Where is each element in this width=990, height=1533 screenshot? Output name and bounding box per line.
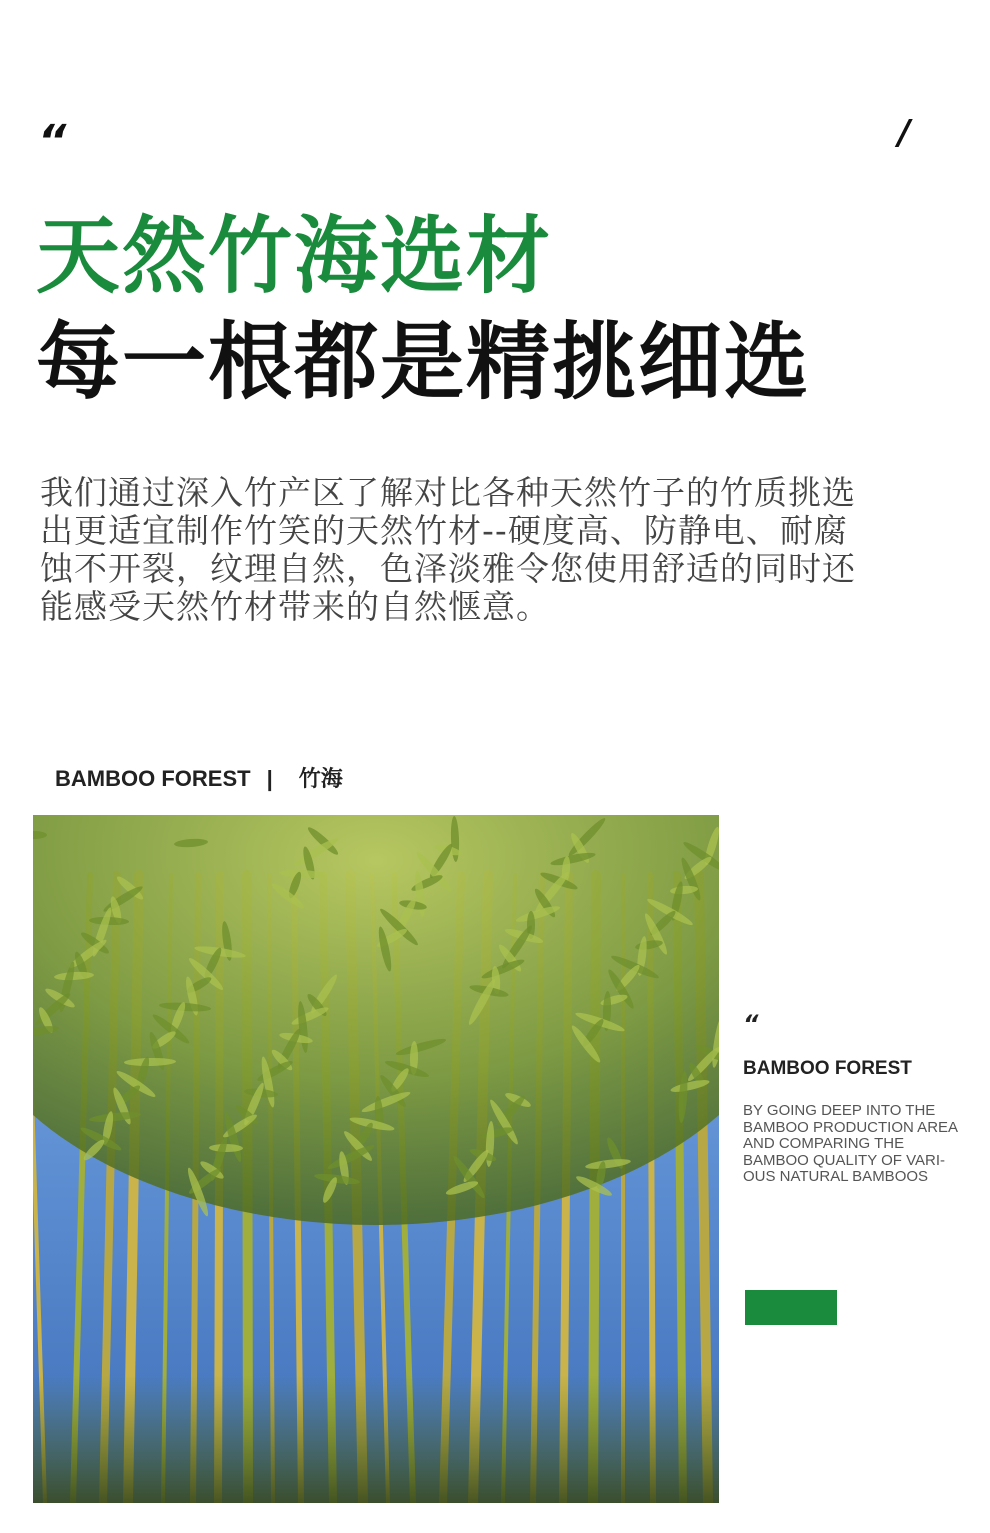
side-quote-mark: “: [743, 1010, 756, 1038]
section-label-cn: 竹海: [298, 766, 343, 791]
side-desc-line: AND COMPARING THE: [743, 1135, 905, 1152]
decorative-quote-mark: “: [38, 116, 61, 167]
side-desc-line: BY GOING DEEP INTO THE: [743, 1102, 936, 1119]
side-title: BAMBOO FOREST: [743, 1058, 912, 1079]
headline-black: 每一根都是精挑细选: [36, 313, 811, 411]
side-desc-line: OUS NATURAL BAMBOOS: [743, 1168, 929, 1185]
section-label: [55, 762, 343, 793]
headline-green: 天然竹海选材: [36, 207, 553, 305]
bamboo-forest-photo: [33, 815, 719, 1503]
body-paragraph: 我们通过深入竹产区了解对比各种天然竹子的竹质挑选出更适宜制作竹笑的天然竹材--硬度高、防静电、耐腐蚀不开裂，纹理自然，色泽淡雅令您使用舒适的同时还能感受天然竹材带来的自然惬意。: [40, 473, 856, 626]
section-label-en: BAMBOO FOREST: [55, 766, 251, 791]
side-description: [743, 1103, 973, 1186]
side-desc-line: BAMBOO PRODUCTION AREA: [743, 1118, 959, 1136]
accent-green-bar: [745, 1290, 837, 1325]
side-desc-line: BAMBOO QUALITY OF VARI-: [743, 1151, 945, 1169]
decorative-slash-mark: /: [898, 113, 911, 153]
section-separator: |: [266, 766, 273, 791]
